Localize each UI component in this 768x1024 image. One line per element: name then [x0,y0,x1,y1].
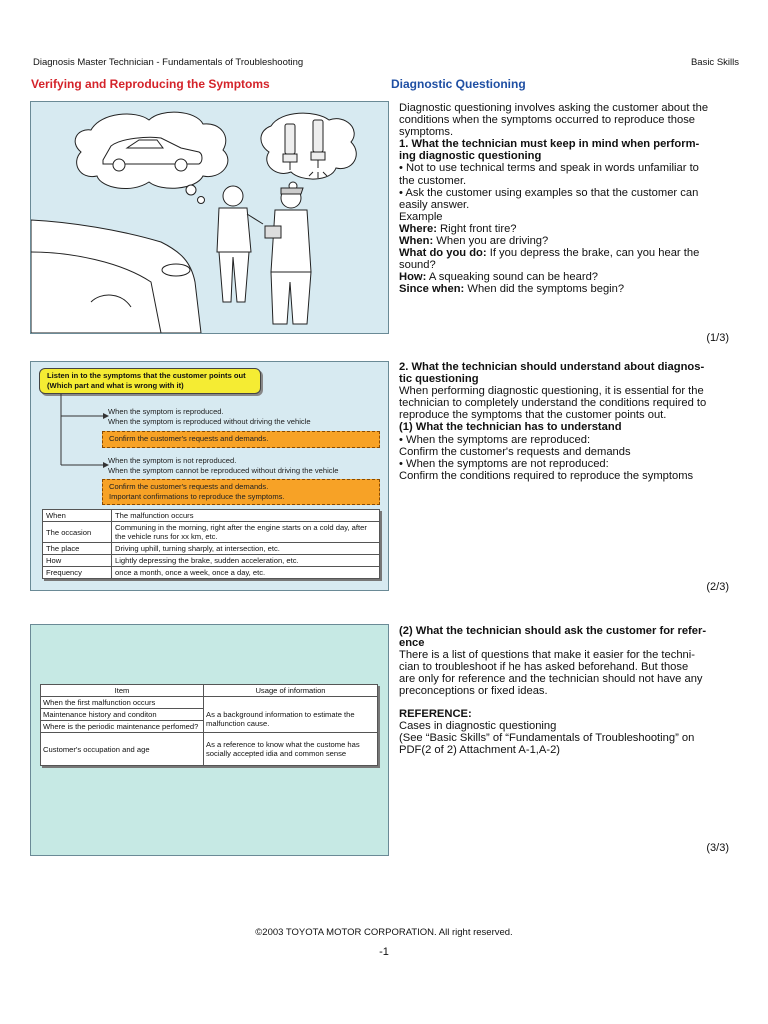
not-reproduced-line: When the symptom is not reproduced. [108,456,237,465]
reproduced-line: When the symptom is reproduced. [108,407,224,416]
table-row [41,697,378,709]
heading-understand: 2. What the technician should understand about diagnos- [399,361,705,373]
table-cell: The malfunction occurs [112,510,380,522]
bullet-line: easily answer. [399,198,470,211]
heading-ask: (2) What the technician should ask the customer for refer- [399,625,707,637]
column-header: Item [41,685,204,697]
copyright: ©2003 TOYOTA MOTOR CORPORATION. All right reserved. [255,927,513,938]
doc-header-section: Basic Skills [690,57,739,68]
qa-value: sound? [399,259,436,272]
table-row [43,543,380,555]
customer-technician-illustration [31,102,388,333]
table-cell: When the first malfunction occurs [41,697,204,709]
page-indicator-2: (2/3) [706,581,729,593]
qa-key: Where: [399,222,437,235]
qa-value: When did the symptoms begin? [464,283,625,296]
qa-value: A squeaking sound can be heard? [426,271,599,284]
callout-line: Listen in to the symptoms that the customer points out [47,371,246,380]
table-header-row [41,685,378,697]
conditions-table [42,509,380,579]
table-row [43,567,380,579]
table-cell [204,697,378,709]
block1-text [399,102,739,296]
table-row [41,733,378,766]
table-row [43,522,380,543]
qa-line [399,259,739,271]
table-cell: Driving uphill, turning sharply, at intersection, etc. [112,543,380,555]
heading-understand-cont: tic questioning [399,373,479,386]
reference-line: PDF(2 of 2) Attachment A-1,A-2) [399,743,561,756]
qa-line [399,283,739,295]
body-line: are only for reference and the technician should not have any [399,673,703,686]
body-line: technician to completely understand the conditions required to [399,397,707,410]
item-line: Confirm the customer's requests and demands [399,445,631,458]
item-line: • When the symptoms are reproduced: [399,433,591,446]
section-title-right: Diagnostic Questioning [391,77,526,91]
bullet-line: • Not to use technical terms and speak in words unfamiliar to [399,162,699,175]
qa-key: What do you do: [399,247,487,260]
reference-table [40,684,378,766]
confirm-line: Important confirmations to reproduce the symptoms. [109,491,285,501]
body-line: preconceptions or fixed ideas. [399,685,548,698]
table-cell: Lightly depressing the brake, sudden acceleration, etc. [112,555,380,567]
column-header: Usage of information [204,685,378,697]
reproduced-line: When the symptom is reproduced without driving the vehicle [108,416,311,426]
body-line: When performing diagnostic questioning, it is essential for the [399,385,704,398]
intro-line: symptoms. [399,126,454,139]
page-number: -1 [379,946,389,958]
reproduced-text [108,407,311,426]
qa-line [399,271,739,283]
item-line: • When the symptoms are not reproduced: [399,457,609,470]
qa-value: Right front tire? [436,222,517,235]
heading-keep-in-mind-cont: ing diagnostic questioning [399,150,542,163]
table-cell: Customer's occupation and age [41,733,204,766]
table-cell: As a reference to know what the custome has socially accepted idia and common sense [204,733,378,766]
callout-line: (Which part and what is wrong with it) [47,381,184,390]
qa-line [399,247,739,259]
table-cell: Maintenance history and conditon [41,709,204,721]
section-title-left: Verifying and Reproducing the Symptoms [31,77,270,91]
table-row [43,510,380,522]
table-cell: How [43,555,112,567]
qa-line [399,235,739,247]
example-label: Example [399,210,443,223]
qa-key: Since when: [399,283,465,296]
table-cell: When [43,510,112,522]
confirm-box-1: Confirm the customer's requests and demands. [102,431,380,448]
page-indicator-3: (3/3) [706,842,729,854]
table-row [43,555,380,567]
reference-line: Cases in diagnostic questioning [399,719,557,732]
qa-key: How: [399,271,427,284]
qa-value: When you are driving? [433,235,549,248]
reference-heading: REFERENCE: [399,707,472,720]
body-line: reproduce the symptoms that the customer points out. [399,409,667,422]
table-cell: Where is the periodic maintenance perfomed? [41,721,204,733]
item-line: Confirm the conditions required to reproduce the symptoms [399,469,694,482]
table-cell: Frequency [43,567,112,579]
reference-panel [30,624,389,856]
sub-heading: (1) What the technician has to understand [399,421,622,434]
not-reproduced-text [108,456,338,475]
bullet-line: • Ask the customer using examples so that the customer can [399,186,699,199]
table-row [41,709,378,721]
body-line: cian to troubleshoot if he has asked beforehand. But those [399,661,689,674]
table-cell: The place [43,543,112,555]
qa-key: When: [399,235,434,248]
block3-text [399,625,739,756]
heading-ask-cont: ence [399,637,425,650]
confirm-box-2 [102,479,380,505]
not-reproduced-line: When the symptom cannot be reproduced without driving the vehicle [108,465,339,475]
confirm-line: Confirm the customer's requests and demands. [109,482,269,491]
diagram-panel [30,361,389,591]
block2-text [399,361,739,482]
heading-keep-in-mind: 1. What the technician must keep in mind when perform- [399,138,700,151]
reference-line: (See “Basic Skills” of “Fundamentals of Troubleshooting” on [399,731,695,744]
table-cell: Communing in the morning, right after the engine starts on a cold day, after the vehicle runs for xx km, etc. [112,522,380,543]
bullet-line: the customer. [399,174,467,187]
illustration-panel [30,101,389,334]
page-indicator-1: (1/3) [706,332,729,344]
doc-header-title: Diagnosis Master Technician - Fundamentals of Troubleshooting [33,57,304,68]
intro-line: conditions when the symptoms occurred to reproduce those [399,114,696,127]
table-cell: once a month, once a week, once a day, etc. [112,567,380,579]
table-cell: The occasion [43,522,112,543]
qa-line [399,223,739,235]
qa-value: If you depress the brake, can you hear the [486,247,700,260]
table-cell: As a background information to estimate the malfunction cause. [204,709,378,733]
intro-line: Diagnostic questioning involves asking the customer about the [399,102,709,114]
body-line: There is a list of questions that make it easier for the techni- [399,649,695,662]
